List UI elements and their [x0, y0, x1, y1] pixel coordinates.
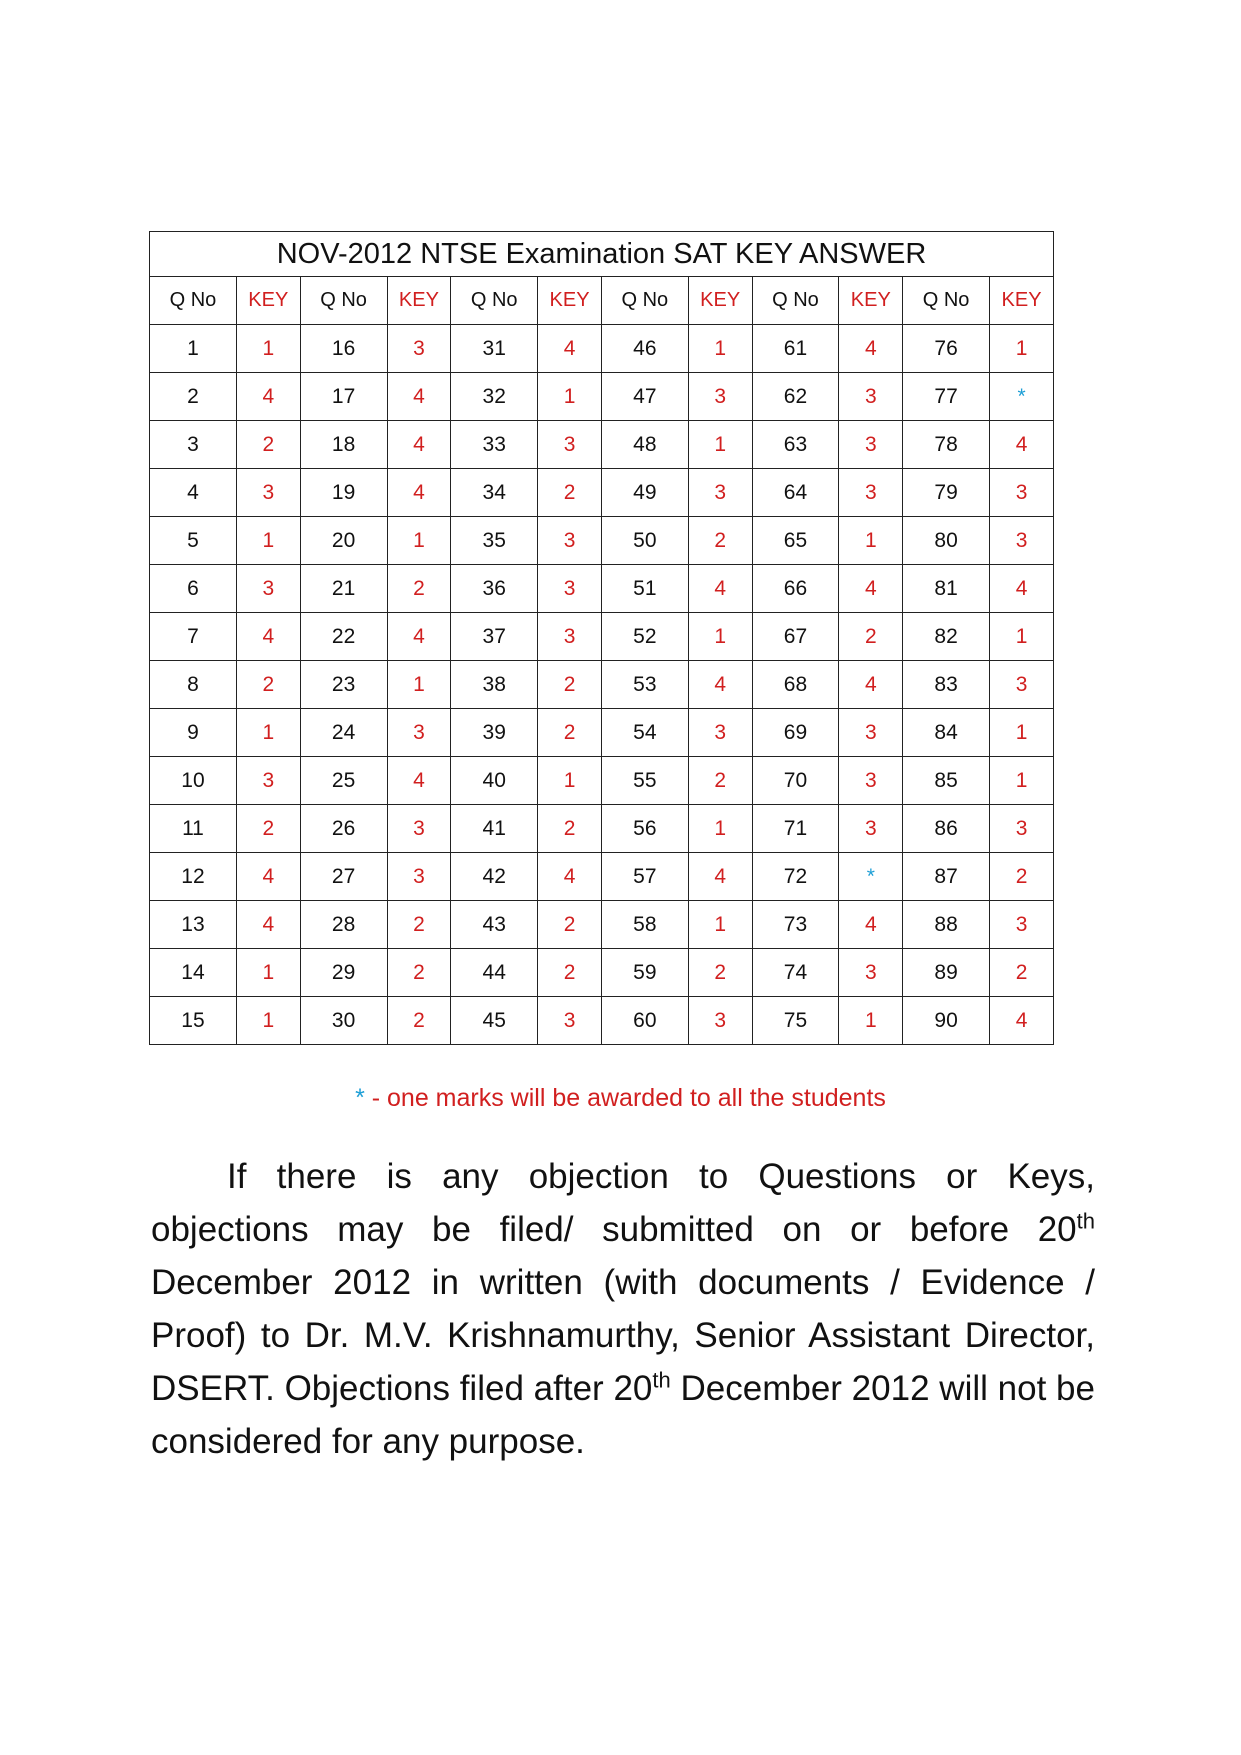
question-number-cell: 50 [601, 517, 688, 565]
question-number-cell: 80 [903, 517, 990, 565]
paragraph-part-3: December 2012 will not be considered for any purpose. [151, 1369, 1095, 1461]
table-row [150, 709, 1054, 757]
answer-key-cell: 3 [387, 709, 451, 757]
objection-paragraph [151, 1150, 1095, 1468]
question-number-cell: 21 [300, 565, 387, 613]
question-number-cell: 66 [752, 565, 839, 613]
header-qno: Q No [150, 277, 237, 325]
answer-key-cell: 2 [688, 949, 752, 997]
question-number-cell: 18 [300, 421, 387, 469]
answer-key-cell: 1 [990, 325, 1054, 373]
answer-key-cell: 3 [990, 469, 1054, 517]
answer-key-cell: 1 [990, 613, 1054, 661]
star-note [0, 1084, 1241, 1113]
answer-key-cell: 4 [688, 661, 752, 709]
answer-key-cell: 1 [538, 757, 602, 805]
answer-key-cell: 3 [538, 613, 602, 661]
answer-key-cell: 2 [839, 613, 903, 661]
question-number-cell: 10 [150, 757, 237, 805]
question-number-cell: 37 [451, 613, 538, 661]
answer-key-cell: 2 [538, 709, 602, 757]
question-number-cell: 58 [601, 901, 688, 949]
question-number-cell: 64 [752, 469, 839, 517]
question-number-cell: 44 [451, 949, 538, 997]
answer-key-cell: 4 [387, 373, 451, 421]
question-number-cell: 22 [300, 613, 387, 661]
answer-key-cell: * [990, 373, 1054, 421]
answer-key-cell: 3 [839, 421, 903, 469]
question-number-cell: 88 [903, 901, 990, 949]
answer-key-cell: 3 [990, 517, 1054, 565]
table-row [150, 373, 1054, 421]
answer-key-cell: 3 [688, 469, 752, 517]
answer-key-cell: 1 [688, 805, 752, 853]
answer-key-cell: 3 [839, 709, 903, 757]
answer-key-cell: 3 [387, 853, 451, 901]
question-number-cell: 89 [903, 949, 990, 997]
question-number-cell: 39 [451, 709, 538, 757]
question-number-cell: 26 [300, 805, 387, 853]
question-number-cell: 9 [150, 709, 237, 757]
table-row [150, 853, 1054, 901]
answer-key-cell: 1 [387, 517, 451, 565]
table-row [150, 325, 1054, 373]
answer-key-cell: 4 [236, 901, 300, 949]
answer-key-cell: 3 [538, 421, 602, 469]
answer-key-cell: 2 [538, 805, 602, 853]
answer-key-cell: 2 [236, 805, 300, 853]
answer-key-cell: 1 [236, 325, 300, 373]
question-number-cell: 12 [150, 853, 237, 901]
question-number-cell: 87 [903, 853, 990, 901]
table-row [150, 805, 1054, 853]
answer-key-cell: 3 [538, 565, 602, 613]
question-number-cell: 49 [601, 469, 688, 517]
question-number-cell: 34 [451, 469, 538, 517]
answer-key-cell: 3 [538, 517, 602, 565]
note-text: - one marks will be awarded to all the students [364, 1084, 886, 1112]
question-number-cell: 23 [300, 661, 387, 709]
question-number-cell: 30 [300, 997, 387, 1045]
answer-key-cell: 4 [839, 565, 903, 613]
answer-key-cell: 4 [839, 901, 903, 949]
table-row [150, 517, 1054, 565]
question-number-cell: 46 [601, 325, 688, 373]
question-number-cell: 28 [300, 901, 387, 949]
question-number-cell: 41 [451, 805, 538, 853]
table-row [150, 469, 1054, 517]
question-number-cell: 59 [601, 949, 688, 997]
note-star: * [355, 1084, 365, 1112]
answer-key-cell: 4 [839, 325, 903, 373]
question-number-cell: 68 [752, 661, 839, 709]
column-header-row [150, 277, 1054, 325]
answer-key-cell: 4 [538, 325, 602, 373]
answer-key-cell: 3 [990, 901, 1054, 949]
question-number-cell: 54 [601, 709, 688, 757]
question-number-cell: 35 [451, 517, 538, 565]
table-row [150, 613, 1054, 661]
question-number-cell: 90 [903, 997, 990, 1045]
answer-key-cell: 4 [236, 373, 300, 421]
answer-key-cell: 2 [387, 565, 451, 613]
answer-key-cell: 1 [387, 661, 451, 709]
header-key: KEY [990, 277, 1054, 325]
header-key: KEY [538, 277, 602, 325]
answer-key-cell: 3 [990, 805, 1054, 853]
question-number-cell: 70 [752, 757, 839, 805]
question-number-cell: 14 [150, 949, 237, 997]
header-qno: Q No [752, 277, 839, 325]
answer-key-cell: 3 [387, 325, 451, 373]
answer-key-cell: 1 [236, 517, 300, 565]
table-title: NOV-2012 NTSE Examination SAT KEY ANSWER [150, 232, 1054, 277]
answer-key-cell: 2 [387, 901, 451, 949]
answer-key-cell: 1 [688, 613, 752, 661]
header-key: KEY [839, 277, 903, 325]
answer-key-cell: 2 [538, 949, 602, 997]
question-number-cell: 71 [752, 805, 839, 853]
answer-key-cell: 4 [688, 565, 752, 613]
question-number-cell: 65 [752, 517, 839, 565]
answer-key-cell: 2 [688, 757, 752, 805]
answer-key-cell: 3 [387, 805, 451, 853]
answer-key-cell: * [839, 853, 903, 901]
answer-key-cell: 1 [688, 325, 752, 373]
question-number-cell: 8 [150, 661, 237, 709]
table-row [150, 949, 1054, 997]
question-number-cell: 42 [451, 853, 538, 901]
question-number-cell: 63 [752, 421, 839, 469]
table-row [150, 901, 1054, 949]
question-number-cell: 29 [300, 949, 387, 997]
answer-key-cell: 2 [538, 661, 602, 709]
answer-key-cell: 4 [387, 469, 451, 517]
header-qno: Q No [451, 277, 538, 325]
answer-key-cell: 3 [236, 565, 300, 613]
answer-key-table [149, 231, 1054, 1045]
question-number-cell: 60 [601, 997, 688, 1045]
answer-key-cell: 4 [236, 853, 300, 901]
header-qno: Q No [601, 277, 688, 325]
answer-key-cell: 4 [990, 565, 1054, 613]
question-number-cell: 16 [300, 325, 387, 373]
question-number-cell: 11 [150, 805, 237, 853]
answer-key-cell: 1 [236, 709, 300, 757]
answer-key-cell: 2 [688, 517, 752, 565]
question-number-cell: 57 [601, 853, 688, 901]
answer-key-cell: 2 [387, 949, 451, 997]
question-number-cell: 1 [150, 325, 237, 373]
table-row [150, 565, 1054, 613]
question-number-cell: 33 [451, 421, 538, 469]
answer-key-cell: 4 [688, 853, 752, 901]
question-number-cell: 51 [601, 565, 688, 613]
question-number-cell: 67 [752, 613, 839, 661]
answer-key-cell: 2 [387, 997, 451, 1045]
question-number-cell: 38 [451, 661, 538, 709]
answer-key-cell: 2 [990, 853, 1054, 901]
question-number-cell: 73 [752, 901, 839, 949]
answer-key-cell: 4 [839, 661, 903, 709]
answer-key-cell: 3 [839, 373, 903, 421]
answer-key-cell: 2 [538, 901, 602, 949]
question-number-cell: 74 [752, 949, 839, 997]
question-number-cell: 81 [903, 565, 990, 613]
question-number-cell: 45 [451, 997, 538, 1045]
question-number-cell: 61 [752, 325, 839, 373]
paragraph-part-2: December 2012 in written (with documents / Evidence / Proof) to Dr. M.V. Krishnamurthy, Senior Assistant Director, DSERT. Objections filed after 20 [151, 1263, 1095, 1408]
answer-key-cell: 4 [538, 853, 602, 901]
table-body [150, 325, 1054, 1045]
question-number-cell: 15 [150, 997, 237, 1045]
question-number-cell: 6 [150, 565, 237, 613]
question-number-cell: 55 [601, 757, 688, 805]
question-number-cell: 75 [752, 997, 839, 1045]
question-number-cell: 24 [300, 709, 387, 757]
answer-key-cell: 3 [839, 469, 903, 517]
question-number-cell: 78 [903, 421, 990, 469]
question-number-cell: 86 [903, 805, 990, 853]
question-number-cell: 7 [150, 613, 237, 661]
question-number-cell: 85 [903, 757, 990, 805]
question-number-cell: 17 [300, 373, 387, 421]
question-number-cell: 20 [300, 517, 387, 565]
question-number-cell: 5 [150, 517, 237, 565]
header-qno: Q No [300, 277, 387, 325]
header-key: KEY [688, 277, 752, 325]
answer-key-cell: 4 [990, 997, 1054, 1045]
table-row [150, 661, 1054, 709]
question-number-cell: 4 [150, 469, 237, 517]
answer-key-cell: 1 [990, 757, 1054, 805]
answer-key-cell: 1 [538, 373, 602, 421]
answer-key-cell: 3 [538, 997, 602, 1045]
header-qno: Q No [903, 277, 990, 325]
answer-key-cell: 2 [538, 469, 602, 517]
answer-key-cell: 2 [236, 661, 300, 709]
question-number-cell: 77 [903, 373, 990, 421]
header-key: KEY [387, 277, 451, 325]
table-row [150, 757, 1054, 805]
question-number-cell: 3 [150, 421, 237, 469]
question-number-cell: 13 [150, 901, 237, 949]
question-number-cell: 56 [601, 805, 688, 853]
answer-key-cell: 4 [236, 613, 300, 661]
question-number-cell: 40 [451, 757, 538, 805]
question-number-cell: 48 [601, 421, 688, 469]
table-row [150, 997, 1054, 1045]
answer-key-cell: 3 [688, 709, 752, 757]
answer-key-cell: 2 [990, 949, 1054, 997]
question-number-cell: 32 [451, 373, 538, 421]
answer-key-cell: 3 [839, 757, 903, 805]
answer-key-cell: 2 [236, 421, 300, 469]
answer-key-cell: 4 [387, 421, 451, 469]
question-number-cell: 72 [752, 853, 839, 901]
answer-key-cell: 1 [236, 949, 300, 997]
answer-key-cell: 1 [839, 997, 903, 1045]
question-number-cell: 76 [903, 325, 990, 373]
question-number-cell: 79 [903, 469, 990, 517]
answer-key-cell: 4 [387, 613, 451, 661]
answer-key-cell: 1 [990, 709, 1054, 757]
answer-key-cell: 4 [990, 421, 1054, 469]
answer-key-cell: 3 [688, 373, 752, 421]
answer-key-cell: 3 [236, 757, 300, 805]
answer-key-cell: 3 [236, 469, 300, 517]
answer-key-cell: 1 [688, 421, 752, 469]
answer-key-cell: 1 [839, 517, 903, 565]
answer-key-cell: 4 [387, 757, 451, 805]
answer-key-cell: 3 [839, 949, 903, 997]
paragraph-part-1: If there is any objection to Questions or Keys, objections may be filed/ submitted on or before 20 [151, 1157, 1095, 1249]
answer-key-cell: 3 [990, 661, 1054, 709]
question-number-cell: 84 [903, 709, 990, 757]
question-number-cell: 69 [752, 709, 839, 757]
answer-key-cell: 1 [236, 997, 300, 1045]
answer-key-cell: 1 [688, 901, 752, 949]
answer-key-cell: 3 [688, 997, 752, 1045]
question-number-cell: 52 [601, 613, 688, 661]
paragraph-sup-1: th [1076, 1208, 1095, 1234]
question-number-cell: 43 [451, 901, 538, 949]
question-number-cell: 83 [903, 661, 990, 709]
answer-key-cell: 3 [839, 805, 903, 853]
question-number-cell: 2 [150, 373, 237, 421]
question-number-cell: 27 [300, 853, 387, 901]
question-number-cell: 47 [601, 373, 688, 421]
question-number-cell: 25 [300, 757, 387, 805]
header-key: KEY [236, 277, 300, 325]
table-row [150, 421, 1054, 469]
question-number-cell: 19 [300, 469, 387, 517]
question-number-cell: 62 [752, 373, 839, 421]
question-number-cell: 36 [451, 565, 538, 613]
question-number-cell: 53 [601, 661, 688, 709]
question-number-cell: 31 [451, 325, 538, 373]
paragraph-sup-2: th [652, 1367, 671, 1393]
question-number-cell: 82 [903, 613, 990, 661]
